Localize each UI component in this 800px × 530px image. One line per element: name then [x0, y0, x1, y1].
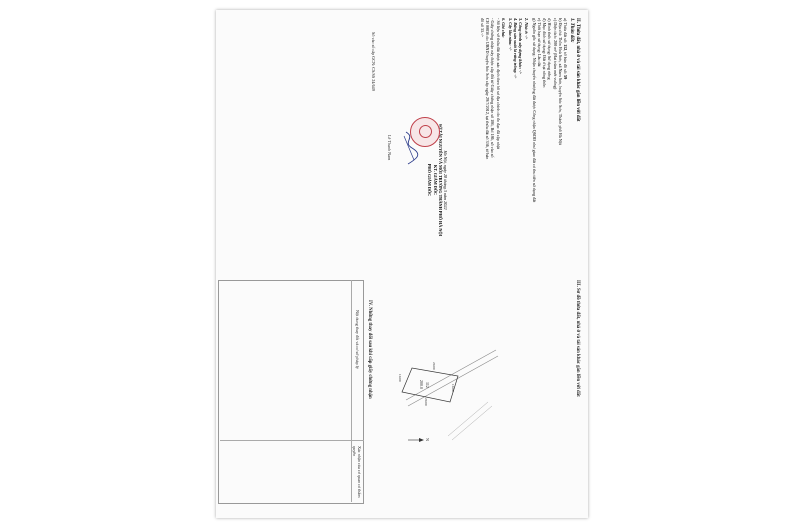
- signature-role: PHÓ GIÁM ĐỐC: [427, 163, 433, 197]
- note-line-2: - Giấy chứng nhận này được cấp đổi từ Giấy chứng nhận số 186, Bd 186, số vào sổ: [490, 18, 496, 158]
- issuing-agency: SỞ TÀI NGUYÊN VÀ MÔI TRƯỜNG THÀNH PHỐ HÀ NỘI: [437, 123, 443, 237]
- usage-form: d) Hình thức sử dụng: Sử dụng riêng: [547, 18, 553, 80]
- section2-title: II. Thửa đất, nhà ở và tài sản khác gắn liền với đất: [575, 18, 580, 122]
- signature-kt: KT. GIÁM ĐỐC: [432, 164, 438, 196]
- usage-origin: g) Nguồn gốc sử dụng: Nhận chuyển nhượng đất được Công nhận QSDĐ như giao đất có thu tiền sử dụng đất: [531, 18, 537, 203]
- parcel-number-label: a) Thửa đất số:: [563, 18, 568, 44]
- house-info: 2. Nhà ở: -/-: [523, 18, 529, 40]
- certificate-page: [216, 10, 588, 518]
- north-arrow-head-icon: [419, 438, 424, 442]
- plot-diagram: [378, 340, 498, 450]
- note-line-4: đồ số 35.-/-: [479, 18, 485, 38]
- other-construction-info: 3. Công trình xây dựng khác: -/-: [518, 18, 524, 75]
- changes-table-column-rule: [220, 440, 364, 441]
- section3-title: III. Sơ đồ thửa đất, nhà ở và tài sản khác gắn liền với đất: [575, 280, 580, 397]
- section-land-parcel: [480, 18, 580, 268]
- north-label: N: [425, 438, 430, 441]
- parcel-area: c) Diện tích: 200 m² (Hai trăm mét vuông): [552, 18, 558, 90]
- usage-term: e) Thời hạn sử dụng: Lâu dài: [536, 18, 542, 67]
- road-line: [452, 406, 492, 440]
- parcel-outline: [402, 368, 458, 402]
- side-length-right: 20.00: [424, 398, 428, 406]
- map-number: 59: [563, 75, 568, 80]
- handwritten-signature: [400, 130, 420, 170]
- certificate-page-content: [216, 10, 588, 518]
- usage-purpose: đ) Mục đích sử dụng: Đất ở tại nông thôn: [542, 18, 548, 88]
- changes-table: [218, 280, 364, 504]
- parcel-area-label: 200.0: [419, 380, 424, 389]
- side-length-top: 10.00: [451, 384, 455, 392]
- changes-column-content: Nội dung thay đổi và cơ sở pháp lý: [355, 310, 360, 369]
- road-line: [448, 402, 488, 436]
- section4-title: IV. Những thay đổi sau khi cấp giấy chứng nhận: [367, 300, 372, 399]
- side-length-bottom: 10.00: [398, 374, 402, 382]
- parcel-address: b) Địa chỉ: Thôn Hoà Sơn, xã Nam Sơn, huyện Sóc Sơn, Thành phố Hà Nội: [557, 18, 563, 145]
- parcel-number-line: [563, 18, 568, 268]
- note-line-3: CH 00836 do UBND huyện Sóc Sơn cấp ngày 29/7/2012, tại thửa đất số 336, tờ bản: [485, 18, 491, 160]
- section2-parcel-heading: 1. Thửa đất:: [569, 18, 574, 43]
- parcel-label: 112: [425, 382, 430, 388]
- map-number-label: , tờ bản đồ số:: [563, 50, 568, 74]
- place-and-date: Hà Nội, ngày 28 tháng 3 năm 2022: [443, 150, 448, 210]
- parcel-number: 112: [563, 44, 568, 51]
- signer-name: Lê Thanh Nam: [387, 135, 392, 161]
- perennial-tree-info: 5. Cây lâu năm: -/-: [507, 18, 513, 51]
- changes-column-approval: Xác nhận của cơ quan có thẩm quyền: [351, 446, 362, 498]
- registry-number: Số vào sổ cấp GCN: CS/SS 24/649: [371, 32, 376, 91]
- notes-heading: 6. Ghi chú:: [500, 18, 506, 38]
- side-length-left: 20.00: [432, 362, 436, 370]
- note-line-1: - Số liệu về thửa đất được xác định theo hồ sơ địa chính do đo đạc đã cập nhật: [495, 18, 501, 149]
- forest-info: 4. Rừng sản xuất là rừng trồng: -/-: [513, 18, 519, 79]
